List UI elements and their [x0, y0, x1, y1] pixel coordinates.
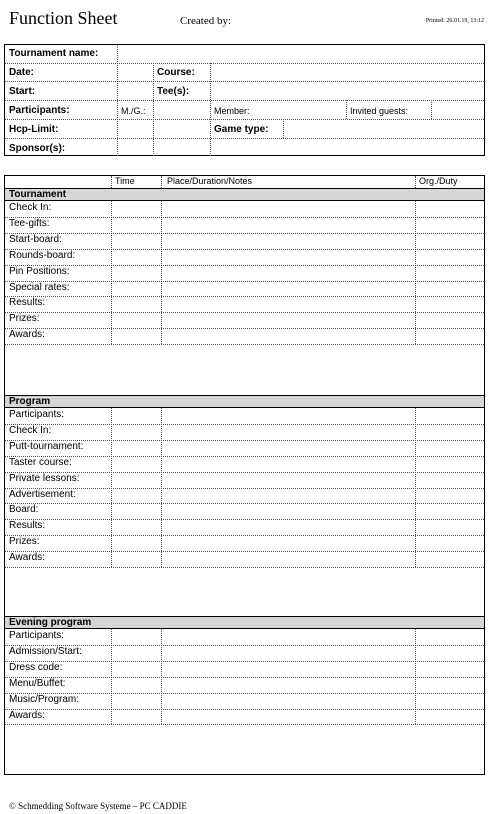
row-divider	[5, 424, 484, 425]
row-label: Results:	[9, 520, 46, 532]
row-label: Participants:	[9, 409, 65, 420]
column-divider	[415, 408, 416, 567]
schedule-table	[4, 175, 485, 775]
section-title: Program	[9, 396, 51, 407]
divider	[5, 138, 484, 139]
row-label: Putt-tournament:	[9, 440, 84, 452]
row-label: Prizes:	[9, 313, 40, 325]
row-label: Taster course:	[9, 456, 72, 468]
footer-copyright: © Schmedding Software Systeme – PC CADDIE	[9, 801, 187, 811]
divider	[5, 63, 484, 64]
column-divider	[111, 408, 112, 567]
section-title: Tournament	[9, 189, 67, 200]
row-label: Check In:	[9, 202, 52, 213]
divider	[153, 63, 154, 156]
start-label: Start:	[9, 86, 36, 97]
row-label: Start-board:	[9, 233, 62, 245]
row-divider	[5, 567, 484, 568]
column-divider	[161, 176, 162, 188]
column-divider	[161, 201, 162, 344]
row-divider	[5, 296, 484, 297]
row-label: Awards:	[9, 552, 45, 564]
course-label: Course:	[157, 67, 195, 78]
row-divider	[5, 312, 484, 313]
date-label: Date:	[9, 67, 35, 78]
section-header	[5, 188, 484, 201]
section-header	[5, 616, 484, 629]
sponsors-label: Sponsor(s):	[9, 143, 66, 154]
row-label: Pin Positions:	[9, 265, 70, 277]
game-type-label: Game type:	[214, 124, 269, 135]
divider	[5, 119, 484, 120]
row-label: Private lessons:	[9, 472, 80, 484]
row-divider	[5, 661, 484, 662]
row-label: Rounds-board:	[9, 249, 76, 261]
row-divider	[5, 456, 484, 457]
printed-timestamp: Printed: 26.01.19, 13:12	[425, 18, 484, 24]
column-divider	[415, 176, 416, 188]
column-divider	[415, 201, 416, 344]
divider	[210, 63, 211, 156]
row-label: Admission/Start:	[9, 645, 82, 657]
hcp-limit-label: Hcp-Limit:	[9, 124, 59, 135]
row-divider	[5, 344, 484, 345]
divider	[5, 100, 484, 101]
row-divider	[5, 709, 484, 710]
column-divider	[111, 629, 112, 724]
row-divider	[5, 249, 484, 250]
participants-label: Participants:	[9, 105, 70, 116]
row-label: Advertisement:	[9, 488, 76, 500]
invited-guests-label: Invited guests:	[350, 106, 409, 116]
divider	[283, 119, 284, 138]
column-header-notes: Place/Duration/Notes	[167, 176, 253, 186]
row-label: Special rates:	[9, 281, 70, 293]
row-label: Board:	[9, 504, 39, 516]
column-divider	[111, 176, 112, 188]
row-divider	[5, 281, 484, 282]
row-label: Music/Program:	[9, 693, 80, 705]
row-label: Tee-gifts:	[9, 217, 50, 229]
row-divider	[5, 535, 484, 536]
divider	[5, 81, 484, 82]
row-divider	[5, 217, 484, 218]
row-label: Participants:	[9, 630, 65, 641]
divider	[431, 100, 432, 119]
divider	[117, 45, 118, 156]
page-title: Function Sheet	[9, 8, 118, 28]
column-divider	[111, 201, 112, 344]
column-header-duty: Org./Duty	[419, 176, 458, 186]
row-label: Prizes:	[9, 536, 40, 548]
row-divider	[5, 551, 484, 552]
row-label: Results:	[9, 297, 46, 309]
row-label: Dress code:	[9, 661, 63, 673]
tournament-info-block	[4, 44, 485, 156]
row-label: Awards:	[9, 709, 45, 721]
row-divider	[5, 503, 484, 504]
created-by-label: Created by:	[180, 15, 232, 27]
row-divider	[5, 328, 484, 329]
tournament-name-label: Tournament name:	[9, 48, 99, 59]
member-label: Member:	[214, 106, 250, 116]
row-divider	[5, 265, 484, 266]
row-label: Menu/Buffet:	[9, 677, 66, 689]
row-divider	[5, 677, 484, 678]
column-divider	[161, 629, 162, 724]
row-label: Check In:	[9, 424, 52, 436]
row-divider	[5, 233, 484, 234]
divider	[346, 100, 347, 119]
mg-label: M./G.:	[121, 106, 146, 116]
row-label: Awards:	[9, 329, 45, 341]
row-divider	[5, 724, 484, 725]
column-header-time: Time	[115, 176, 135, 186]
section-header	[5, 395, 484, 408]
column-divider	[415, 629, 416, 724]
tees-label: Tee(s):	[157, 86, 190, 97]
row-divider	[5, 488, 484, 489]
section-title: Evening program	[9, 617, 92, 628]
row-divider	[5, 519, 484, 520]
column-divider	[161, 408, 162, 567]
